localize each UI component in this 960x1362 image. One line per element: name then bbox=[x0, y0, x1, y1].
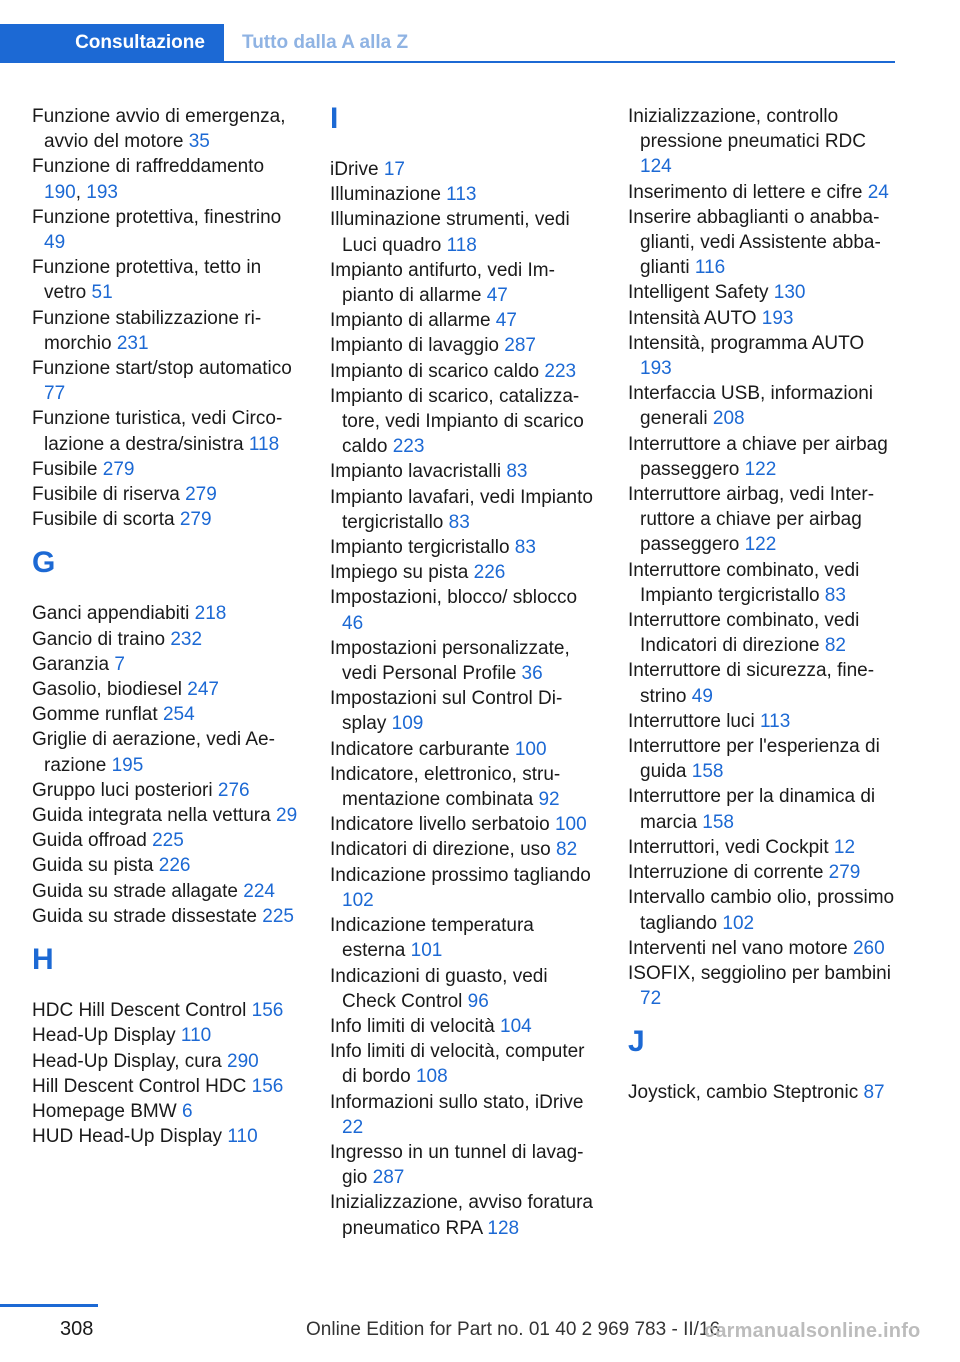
index-entry-text: Impiego su pista bbox=[330, 562, 474, 584]
index-entry-text: Griglie di aerazione, vedi Aerazione bbox=[32, 729, 275, 776]
page-reference-link[interactable]: 49 bbox=[691, 685, 713, 707]
index-entry bbox=[32, 998, 302, 1023]
index-entry bbox=[330, 1039, 600, 1089]
index-entry bbox=[330, 964, 600, 1014]
index-entry bbox=[330, 359, 600, 384]
index-entry bbox=[32, 1124, 302, 1149]
index-entry bbox=[330, 485, 600, 535]
index-column-1 bbox=[32, 104, 302, 1149]
index-entry bbox=[330, 1014, 600, 1039]
index-entry-text: Interruttore per la dinamica di marcia bbox=[628, 786, 876, 833]
index-entry bbox=[32, 1099, 302, 1124]
index-entry-text: Info limiti di velocità, computer di bordo bbox=[330, 1041, 585, 1088]
index-entry-text: Funzione avvio di emergenza, avvio del motore bbox=[32, 106, 286, 153]
index-entry-text: Illuminazione bbox=[330, 184, 447, 206]
index-entry-text: Indicazione temperatura esterna bbox=[330, 915, 534, 962]
index-entry bbox=[32, 904, 302, 929]
index-entry-text: Indicatore livello serbatoio bbox=[330, 814, 555, 836]
index-entry bbox=[32, 1023, 302, 1048]
index-entry bbox=[32, 778, 302, 803]
index-entry bbox=[628, 835, 898, 860]
index-entry bbox=[32, 727, 302, 777]
index-entry bbox=[628, 331, 898, 381]
index-entry bbox=[628, 1080, 898, 1105]
index-entry-text: Interruttori, vedi Cockpit bbox=[628, 836, 834, 858]
index-entry-text: Interruttore a chiave per airbag passeggero bbox=[628, 433, 888, 480]
index-entry bbox=[32, 677, 302, 702]
page-reference-link[interactable]: 158 bbox=[691, 761, 724, 783]
index-entry-text: HUD Head-Up Display bbox=[32, 1126, 228, 1148]
edition-text: Online Edition for Part no. 01 40 2 969 783 - II/16 bbox=[306, 1319, 721, 1340]
index-entry-text: Inserire abbaglianti o anabbaglianti, vedi Assistente abbaglianti bbox=[628, 206, 881, 279]
page-reference-link[interactable]: 195 bbox=[111, 754, 144, 776]
page-reference-link[interactable]: 100 bbox=[554, 814, 587, 836]
index-entry bbox=[32, 702, 302, 727]
index-entry-text: Illuminazione strumenti, vedi Luci quadro bbox=[330, 209, 570, 256]
index-entry bbox=[330, 207, 600, 257]
index-entry-text: Impianto lavacristalli bbox=[330, 461, 507, 483]
index-entry-text: Guida su strade dissestate bbox=[32, 905, 263, 927]
page-reference-link[interactable]: 279 bbox=[185, 484, 217, 506]
page-reference-link[interactable]: 96 bbox=[467, 990, 489, 1012]
index-entry-text: Funzione di raffreddamento bbox=[32, 156, 265, 178]
page-reference-link[interactable]: 279 bbox=[179, 509, 212, 531]
index-entry-text: Guida integrata nella vettura bbox=[32, 805, 276, 827]
index-entry-text: Ganci appendiabiti bbox=[32, 603, 195, 625]
page-reference-link[interactable]: 223 bbox=[544, 360, 577, 382]
index-entry-text: Impostazioni, blocco/ sblocco bbox=[330, 587, 578, 609]
page-reference-link[interactable]: 287 bbox=[504, 335, 536, 357]
index-entry-text: Fusibile di riserva bbox=[32, 484, 186, 506]
index-entry bbox=[330, 762, 600, 812]
page-reference-link[interactable]: 225 bbox=[152, 830, 184, 852]
page-reference-link[interactable]: 113 bbox=[760, 710, 791, 732]
page-reference-link[interactable]: 46 bbox=[342, 612, 364, 634]
page-reference-link[interactable]: 118 bbox=[446, 234, 477, 256]
index-entry-text: Impianto tergicristallo bbox=[330, 537, 515, 559]
index-entry-text: Joystick, cambio Steptronic bbox=[628, 1082, 864, 1104]
index-entry: Funzione di raffreddamento 190, 193 bbox=[32, 156, 265, 203]
page-reference-link[interactable]: 82 bbox=[556, 839, 578, 861]
index-entry bbox=[628, 482, 898, 558]
index-entry bbox=[628, 104, 898, 180]
index-entry bbox=[32, 803, 302, 828]
index-letter-heading: J bbox=[628, 1025, 645, 1059]
index-entry bbox=[330, 333, 600, 358]
index-entry-text: Interruttore combinato, vedi Indicatori di direzione bbox=[628, 610, 860, 657]
index-entry bbox=[330, 459, 600, 484]
index-entry bbox=[330, 1140, 600, 1190]
page-reference-link[interactable]: 51 bbox=[91, 282, 113, 304]
index-letter-heading: G bbox=[32, 546, 56, 580]
index-entry bbox=[628, 306, 898, 331]
page-reference-link[interactable]: 279 bbox=[828, 862, 861, 884]
index-entry-text: Gruppo luci posteriori bbox=[32, 779, 218, 801]
index-entry bbox=[32, 255, 302, 305]
page-reference-link[interactable]: 110 bbox=[180, 1025, 212, 1047]
page-reference-link[interactable]: 109 bbox=[391, 713, 424, 735]
page-reference-link[interactable]: 225 bbox=[262, 905, 294, 927]
index-entry-text: Indicazione prossimo tagliando bbox=[330, 864, 591, 886]
index-entry bbox=[330, 308, 600, 333]
index-entry-text: Interruttore per l'esperienza di guida bbox=[628, 736, 880, 783]
index-entry bbox=[628, 961, 898, 1011]
tab-tutto-dalla-a-alla-z[interactable]: Tutto dalla A alla Z bbox=[242, 32, 409, 53]
index-entry bbox=[628, 860, 898, 885]
page-reference-link[interactable]: 223 bbox=[392, 436, 425, 458]
page-reference-link[interactable]: 128 bbox=[487, 1217, 520, 1239]
index-entry bbox=[330, 1090, 600, 1140]
index-entry-text: Impostazioni sul Control Display bbox=[330, 688, 563, 735]
page-reference-link[interactable]: 108 bbox=[415, 1066, 448, 1088]
page-reference-link[interactable]: 35 bbox=[188, 131, 210, 153]
page-reference-link[interactable]: 47 bbox=[495, 310, 517, 332]
page-reference-link[interactable]: 104 bbox=[500, 1015, 532, 1037]
index-entry-text: Interruzione di corrente bbox=[628, 862, 829, 884]
index-entry bbox=[628, 608, 898, 658]
page-reference-link[interactable]: 12 bbox=[833, 836, 856, 858]
index-entry-text: Impostazioni personalizzate, vedi Personal Profile bbox=[330, 637, 570, 685]
page-reference-link[interactable]: 158 bbox=[702, 811, 734, 833]
page-reference-link[interactable]: 190 bbox=[44, 181, 76, 203]
index-entry bbox=[32, 457, 302, 482]
page-reference-link[interactable]: 156 bbox=[251, 1000, 284, 1022]
index-entry-text: Head-Up Display, cura bbox=[32, 1050, 228, 1072]
index-entry-text: Interventi nel vano motore bbox=[628, 937, 853, 959]
index-entry bbox=[628, 558, 898, 608]
index-entry bbox=[32, 356, 302, 406]
index-entry-text: Inserimento di lettere e cifre bbox=[628, 181, 868, 203]
index-entry bbox=[330, 837, 600, 862]
page-reference-link[interactable]: 218 bbox=[194, 603, 227, 625]
index-entry-text: Inizializzazione, controllo pressione pneumatici RDC bbox=[628, 106, 866, 153]
index-entry bbox=[628, 205, 898, 281]
index-entry-text: Indicatore, elettronico, strumentazione combinata bbox=[330, 763, 561, 811]
page-reference-link[interactable]: 110 bbox=[227, 1126, 258, 1148]
index-entry-text: Funzione start/stop automatico bbox=[32, 358, 292, 380]
page-reference-link[interactable]: 83 bbox=[824, 584, 846, 606]
index-entry-text: Intensità AUTO bbox=[628, 307, 762, 329]
page-reference-link[interactable]: 29 bbox=[276, 805, 298, 827]
index-entry bbox=[330, 737, 600, 762]
index-entry bbox=[330, 812, 600, 837]
page-reference-link[interactable]: 113 bbox=[446, 184, 477, 206]
index-entry-text: Ingresso in un tunnel di lavaggio bbox=[330, 1141, 584, 1189]
index-entry-text: Gasolio, biodiesel bbox=[32, 679, 188, 701]
index-entry-text: Impianto di allarme bbox=[330, 310, 496, 332]
index-entry bbox=[628, 432, 898, 482]
index-entry bbox=[628, 936, 898, 961]
page-reference-link[interactable]: 130 bbox=[773, 282, 806, 304]
page-reference-link[interactable]: 77 bbox=[44, 383, 66, 405]
page-reference-link[interactable]: 226 bbox=[158, 855, 191, 877]
page-reference-link[interactable]: 193 bbox=[86, 181, 118, 203]
index-entry-text: Inizializzazione, avviso foratura pneumatico RPA bbox=[330, 1192, 593, 1239]
page-reference-link[interactable]: 122 bbox=[744, 534, 777, 556]
page-reference-link[interactable]: 287 bbox=[372, 1167, 405, 1189]
page-reference-link[interactable]: 83 bbox=[514, 537, 536, 559]
index-entry bbox=[32, 601, 302, 626]
page-reference-link[interactable]: 118 bbox=[248, 433, 280, 455]
index-entry-text: Guida su pista bbox=[32, 855, 159, 877]
page-reference-link[interactable]: 116 bbox=[694, 257, 726, 279]
page-reference-link[interactable]: 92 bbox=[538, 789, 560, 811]
index-entry-text: Interruttore combinato, vedi Impianto tergicristallo bbox=[628, 559, 860, 606]
index-entry bbox=[32, 507, 302, 532]
page-number: 308 bbox=[60, 1318, 94, 1340]
index-letter-heading: I bbox=[330, 102, 339, 135]
page-reference-link[interactable]: 226 bbox=[473, 562, 506, 584]
page-reference-link[interactable]: 82 bbox=[824, 635, 846, 657]
index-entry-text: Indicatori di direzione, uso bbox=[330, 839, 557, 861]
page-header bbox=[0, 24, 895, 63]
page-reference-link[interactable]: 101 bbox=[410, 940, 443, 962]
index-entry-text: Gancio di traino bbox=[32, 628, 171, 650]
index-entry bbox=[330, 258, 600, 308]
page-reference-link[interactable]: 276 bbox=[217, 779, 250, 801]
index-entry bbox=[32, 1049, 302, 1074]
index-entry-text: Interruttore luci bbox=[628, 710, 760, 732]
index-entry bbox=[330, 686, 600, 736]
index-entry bbox=[32, 406, 302, 456]
page-reference-link[interactable]: 36 bbox=[521, 663, 543, 685]
index-entry bbox=[628, 734, 898, 784]
index-entry-text: Guida offroad bbox=[32, 830, 153, 852]
index-entry bbox=[32, 828, 302, 853]
index-entry-text: Indicatore carburante bbox=[330, 738, 515, 760]
index-entry-text: iDrive bbox=[330, 159, 384, 180]
index-entry bbox=[32, 853, 302, 878]
page-reference-link[interactable]: 47 bbox=[486, 285, 508, 307]
index-entry bbox=[330, 535, 600, 560]
index-entry bbox=[628, 784, 898, 834]
index-entry-text: Funzione stabilizzazione rimorchio bbox=[32, 307, 262, 354]
index-entry-text: Garanzia bbox=[32, 653, 115, 675]
index-entry-text: Interruttore di sicurezza, finestrino bbox=[628, 660, 875, 707]
tab-consultazione[interactable]: Consultazione bbox=[0, 24, 224, 61]
index-entry bbox=[330, 560, 600, 585]
index-entry-text: Impianto di lavaggio bbox=[330, 335, 505, 357]
index-entry bbox=[628, 658, 898, 708]
page-reference-link[interactable]: 49 bbox=[44, 232, 66, 254]
index-entry bbox=[32, 306, 302, 356]
index-entry-text: ISOFIX, seggiolino per bambini bbox=[628, 962, 891, 984]
index-letter-heading: H bbox=[32, 943, 54, 977]
page-reference-link[interactable]: 156 bbox=[251, 1075, 284, 1097]
page-reference-link[interactable]: 260 bbox=[852, 937, 885, 959]
index-entry-text: Intelligent Safety bbox=[628, 282, 774, 304]
index-column-2 bbox=[330, 104, 600, 1241]
page-reference-link[interactable]: 231 bbox=[116, 332, 149, 354]
index-entry-text: Informazioni sullo stato, iDrive bbox=[330, 1091, 584, 1113]
index-entry bbox=[628, 381, 898, 431]
index-entry-text: Indicazioni di guasto, vedi Check Control bbox=[330, 965, 548, 1012]
index-entry-text: Interruttore airbag, vedi Interruttore a chiave per airbag passeggero bbox=[628, 484, 875, 556]
index-entry-text: Interfaccia USB, informazioni generali bbox=[628, 383, 873, 430]
page-reference-link[interactable]: 122 bbox=[744, 458, 777, 480]
page-reference-link[interactable]: 100 bbox=[514, 738, 547, 760]
index-entry bbox=[32, 205, 302, 255]
index-entry-text: Intervallo cambio olio, prossimo tagliando bbox=[628, 887, 895, 934]
page-reference-link[interactable]: 279 bbox=[102, 458, 135, 480]
index-entry-text: Intensità, programma AUTO bbox=[628, 332, 865, 354]
index-entry bbox=[330, 1190, 600, 1240]
index-entry-text: Funzione turistica, vedi Circolazione a destra/sinistra bbox=[32, 408, 283, 455]
page-reference-link[interactable]: 208 bbox=[712, 408, 745, 430]
index-entry-text: Head-Up Display bbox=[32, 1025, 181, 1047]
page-reference-link[interactable]: 7 bbox=[114, 653, 125, 675]
index-entry-text: Gomme runflat bbox=[32, 704, 163, 726]
page-reference-link[interactable]: 102 bbox=[722, 912, 755, 934]
page-reference-link[interactable]: 6 bbox=[181, 1100, 193, 1122]
page-reference-link[interactable]: 124 bbox=[640, 156, 672, 178]
page-reference-link[interactable]: 24 bbox=[867, 181, 889, 203]
page-reference-link[interactable]: 193 bbox=[761, 307, 794, 329]
page-reference-link[interactable]: 87 bbox=[863, 1082, 885, 1104]
index-entry bbox=[32, 652, 302, 677]
index-entry-text: Fusibile bbox=[32, 458, 103, 480]
index-entry-text: Impianto di scarico, catalizzatore, vedi Impianto di scarico caldo bbox=[330, 385, 584, 458]
index-entry bbox=[330, 182, 600, 207]
index-entry bbox=[32, 104, 302, 154]
index-entry bbox=[330, 157, 600, 182]
footer-rule bbox=[0, 1304, 98, 1307]
index-entry-text: Fusibile di scorta bbox=[32, 509, 180, 531]
index-entry-text: Hill Descent Control HDC bbox=[32, 1075, 252, 1097]
index-entry bbox=[32, 879, 302, 904]
index-entry bbox=[330, 636, 600, 686]
watermark-text: carmanualsonline.info bbox=[704, 1320, 921, 1342]
index-entry bbox=[628, 280, 898, 305]
page-reference-link[interactable]: 224 bbox=[243, 880, 275, 902]
page-reference-link[interactable]: 193 bbox=[640, 358, 672, 380]
index-entry bbox=[628, 885, 898, 935]
index-entry bbox=[32, 482, 302, 507]
index-column-3 bbox=[628, 104, 898, 1106]
page-reference-link[interactable]: 22 bbox=[342, 1116, 364, 1138]
index-entry-text: Funzione protettiva, finestrino bbox=[32, 206, 282, 228]
index-entry-text: Impianto antifurto, vedi Impianto di allarme bbox=[330, 259, 555, 307]
index-entry bbox=[330, 913, 600, 963]
index-entry bbox=[330, 585, 600, 635]
page-reference-link[interactable]: 247 bbox=[187, 679, 219, 701]
index-entry-text: Funzione protettiva, tetto in vetro bbox=[32, 257, 262, 304]
page-reference-link[interactable]: 290 bbox=[227, 1050, 259, 1072]
page-reference-link[interactable]: 232 bbox=[170, 628, 203, 650]
index-entry bbox=[330, 384, 600, 460]
index-entry bbox=[32, 1074, 302, 1099]
page-reference-link[interactable]: 83 bbox=[448, 511, 470, 533]
index-entry-text: Homepage BMW bbox=[32, 1100, 182, 1122]
index-entry-text: Guida su strade allagate bbox=[32, 880, 244, 902]
page-reference-link[interactable]: 102 bbox=[342, 889, 374, 911]
index-entry bbox=[330, 863, 600, 913]
index-entry-text: HDC Hill Descent Control bbox=[32, 1000, 252, 1022]
page-reference-link[interactable]: 83 bbox=[506, 461, 528, 483]
page-reference-link[interactable]: 254 bbox=[162, 704, 195, 726]
index-entry bbox=[628, 180, 898, 205]
index-entry bbox=[628, 709, 898, 734]
index-entry-text: Impianto lavafari, vedi Impianto tergicristallo bbox=[330, 486, 593, 533]
page-reference-link[interactable]: 72 bbox=[640, 988, 662, 1010]
index-entry-text: Info limiti di velocità bbox=[330, 1015, 501, 1037]
page-reference-link[interactable]: 17 bbox=[383, 159, 405, 180]
index-entry bbox=[32, 627, 302, 652]
index-entry-text: Impianto di scarico caldo bbox=[330, 360, 545, 382]
